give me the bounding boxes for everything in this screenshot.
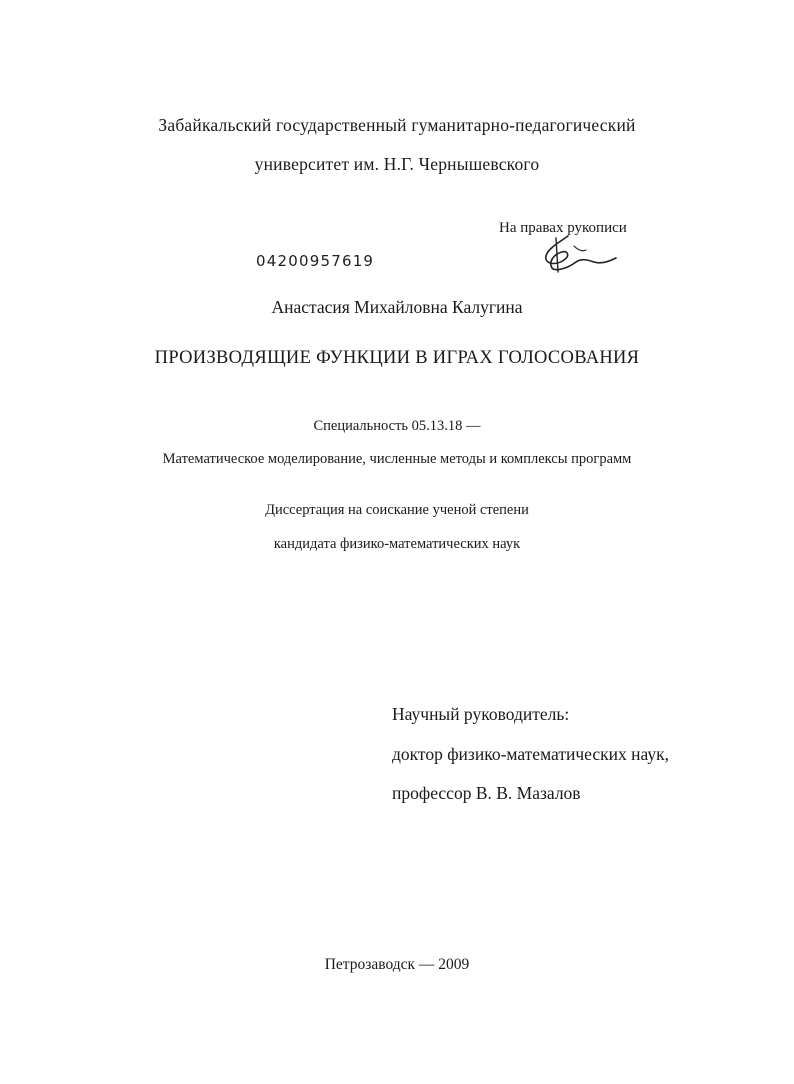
city-year: Петрозаводск — 2009: [324, 956, 470, 973]
manuscript-rights-note: На правах рукописи: [499, 220, 627, 236]
registration-number-stamp: 04200957619: [256, 252, 375, 270]
university-name-line1: Забайкальский государственный гуманитарно-педагогический: [158, 115, 636, 135]
advisor-name: профессор В. В. Мазалов: [392, 783, 581, 803]
degree-line2: кандидата физико-математических наук: [273, 536, 521, 552]
specialty-name: Математическое моделирование, численные методы и комплексы программ: [162, 451, 632, 467]
specialty-code: Специальность 05.13.18 —: [313, 418, 481, 434]
author-name: Анастасия Михайловна Калугина: [271, 297, 523, 317]
university-name-line2: университет им. Н.Г. Чернышевского: [254, 154, 540, 174]
handwritten-signature: [538, 232, 618, 278]
advisor-label: Научный руководитель:: [392, 704, 570, 724]
dissertation-title: ПРОИЗВОДЯЩИЕ ФУНКЦИИ В ИГРАХ ГОЛОСОВАНИЯ: [154, 348, 640, 368]
degree-line1: Диссертация на соискание ученой степени: [265, 502, 529, 518]
advisor-degree: доктор физико-математических наук,: [392, 744, 669, 764]
